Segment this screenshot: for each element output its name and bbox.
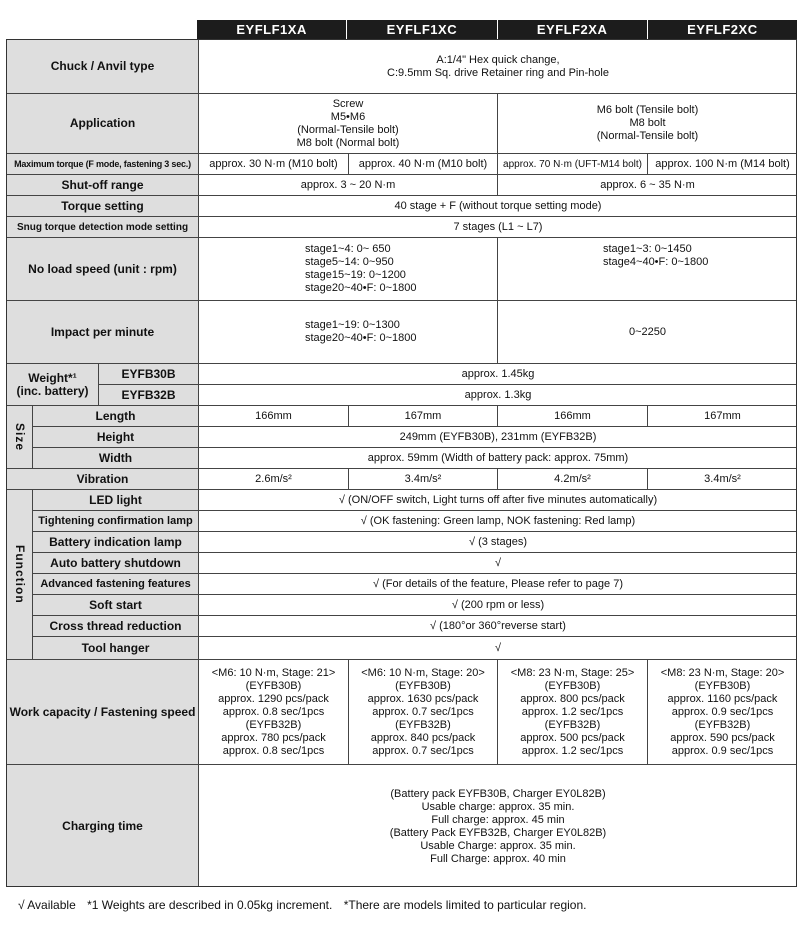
function-item-label: Auto battery shutdown — [33, 553, 199, 574]
shutoff-value-2: approx. 6 ~ 35 N·m — [498, 175, 797, 196]
row-label-weight: Weight*¹ (inc. battery) — [7, 364, 99, 406]
row-label-charging: Charging time — [7, 765, 199, 887]
function-item-label: Tightening confirmation lamp — [33, 511, 199, 532]
application-value-2: M6 bolt (Tensile bolt) M8 bolt (Normal-Tensile bolt) — [498, 94, 797, 154]
row-label-impact: Impact per minute — [7, 301, 199, 364]
function-item-value: √ — [199, 553, 797, 574]
vibration-value: 3.4m/s² — [648, 469, 797, 490]
model-header-cell: EYFLF2XA — [498, 20, 648, 39]
row-label-speed: No load speed (unit : rpm) — [7, 238, 199, 301]
weight-value-b32: approx. 1.3kg — [199, 385, 797, 406]
row-label-work-capacity: Work capacity / Fastening speed — [7, 660, 199, 765]
width-value: approx. 59mm (Width of battery pack: approx. 75mm) — [199, 448, 797, 469]
weight-value-b30: approx. 1.45kg — [199, 364, 797, 385]
row-label-torque-setting: Torque setting — [7, 196, 199, 217]
size-length-label: Length — [33, 406, 199, 427]
row-label-size: Size — [7, 406, 33, 469]
size-height-label: Height — [33, 427, 199, 448]
work-capacity-value: <M6: 10 N·m, Stage: 20> (EYFB30B) approx. 1630 pcs/pack approx. 0.7 sec/1pcs (EYFB32B) approx. 840 pcs/pack approx. 0.7 sec/1pcs — [349, 660, 498, 765]
model-header-cell: EYFLF1XC — [347, 20, 497, 39]
footnote-available: √ Available — [18, 898, 76, 912]
function-item-value: √ (180°or 360°reverse start) — [199, 616, 797, 637]
function-item-label: Tool hanger — [33, 637, 199, 660]
function-item-label: LED light — [33, 490, 199, 511]
vibration-value: 2.6m/s² — [199, 469, 349, 490]
work-capacity-value: <M6: 10 N·m, Stage: 21> (EYFB30B) approx. 1290 pcs/pack approx. 0.8 sec/1pcs (EYFB32B) approx. 780 pcs/pack approx. 0.8 sec/1pcs — [199, 660, 349, 765]
height-value: 249mm (EYFB30B), 231mm (EYFB32B) — [199, 427, 797, 448]
function-item-label: Battery indication lamp — [33, 532, 199, 553]
weight-battery-label: EYFB30B — [99, 364, 199, 385]
spec-table — [6, 39, 797, 887]
max-torque-value: approx. 30 N·m (M10 bolt) — [199, 154, 349, 175]
weight-battery-label: EYFB32B — [99, 385, 199, 406]
impact-value-2: 0~2250 — [498, 301, 797, 364]
row-label-chuck: Chuck / Anvil type — [7, 40, 199, 94]
footnote-weights: *1 Weights are described in 0.05kg increment. — [87, 898, 333, 912]
vibration-value: 4.2m/s² — [498, 469, 648, 490]
row-label-function: Function — [7, 490, 33, 660]
function-item-label: Soft start — [33, 595, 199, 616]
row-label-application: Application — [7, 94, 199, 154]
model-header-cell: EYFLF1XA — [197, 20, 347, 39]
shutoff-value-1: approx. 3 ~ 20 N·m — [199, 175, 498, 196]
max-torque-value: approx. 40 N·m (M10 bolt) — [349, 154, 498, 175]
function-item-label: Advanced fastening features — [33, 574, 199, 595]
function-item-value: √ (200 rpm or less) — [199, 595, 797, 616]
function-item-label: Cross thread reduction — [33, 616, 199, 637]
function-item-value: √ (3 stages) — [199, 532, 797, 553]
length-value: 166mm — [498, 406, 648, 427]
snug-value: 7 stages (L1 ~ L7) — [199, 217, 797, 238]
impact-value-1: stage1~19: 0~1300 stage20~40•F: 0~1800 — [199, 301, 498, 364]
speed-value-2: stage1~3: 0~1450 stage4~40•F: 0~1800 — [498, 238, 797, 301]
speed-value-1: stage1~4: 0~ 650 stage5~14: 0~950 stage15~19: 0~1200 stage20~40•F: 0~1800 — [199, 238, 498, 301]
footnote-models: *There are models limited to particular region. — [343, 898, 587, 912]
size-width-label: Width — [33, 448, 199, 469]
max-torque-value: approx. 70 N·m (UFT-M14 bolt) — [498, 154, 648, 175]
length-value: 167mm — [648, 406, 797, 427]
work-capacity-value: <M8: 23 N·m, Stage: 25> (EYFB30B) approx. 800 pcs/pack approx. 1.2 sec/1pcs (EYFB32B) approx. 500 pcs/pack approx. 1.2 sec/1pcs — [498, 660, 648, 765]
torque-setting-value: 40 stage + F (without torque setting mode) — [199, 196, 797, 217]
work-capacity-value: <M8: 23 N·m, Stage: 20> (EYFB30B) approx. 1160 pcs/pack approx. 0.9 sec/1pcs (EYFB32B) approx. 590 pcs/pack approx. 0.9 sec/1pcs — [648, 660, 797, 765]
charging-value: (Battery pack EYFB30B, Charger EY0L82B) Usable charge: approx. 35 min. Full charge: approx. 45 min (Battery Pack EYFB32B, Charger EY0L82B) Usable Charge: approx. 35 min. Full Charge: approx. 40 min — [199, 765, 797, 887]
function-item-value: √ (OK fastening: Green lamp, NOK fastening: Red lamp) — [199, 511, 797, 532]
application-value-1: Screw M5•M6 (Normal-Tensile bolt) M8 bolt (Normal bolt) — [199, 94, 498, 154]
function-item-value: √ (For details of the feature, Please refer to page 7) — [199, 574, 797, 595]
model-header — [197, 20, 797, 39]
row-label-max-torque: Maximum torque (F mode, fastening 3 sec.) — [7, 154, 199, 175]
footnote — [18, 898, 594, 912]
function-item-value: √ (ON/OFF switch, Light turns off after five minutes automatically) — [199, 490, 797, 511]
vibration-value: 3.4m/s² — [349, 469, 498, 490]
function-item-value: √ — [199, 637, 797, 660]
model-header-cell: EYFLF2XC — [648, 20, 797, 39]
chuck-value: A:1/4" Hex quick change, C:9.5mm Sq. drive Retainer ring and Pin-hole — [199, 40, 797, 94]
length-value: 166mm — [199, 406, 349, 427]
row-label-snug: Snug torque detection mode setting — [7, 217, 199, 238]
row-label-vibration: Vibration — [7, 469, 199, 490]
row-label-shutoff: Shut-off range — [7, 175, 199, 196]
length-value: 167mm — [349, 406, 498, 427]
max-torque-value: approx. 100 N·m (M14 bolt) — [648, 154, 797, 175]
